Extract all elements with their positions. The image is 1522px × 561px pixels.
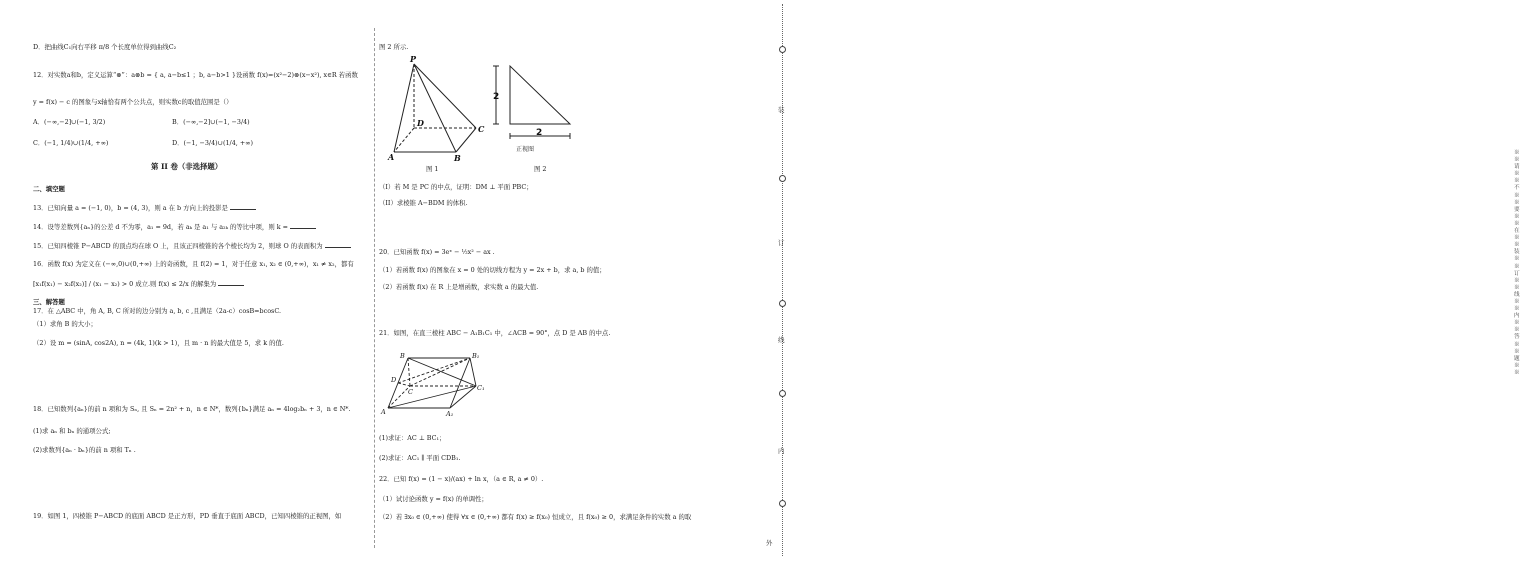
q22-part1: （1）试讨论函数 y = f(x) 的单调性； [379, 495, 488, 503]
q21-part2: (2)求证：AC₁ ∥ 平面 CDB₁. [379, 454, 461, 462]
q20-part1: （1）若函数 f(x) 的图象在 x = 0 处的切线方程为 y = 2x + b，求 a, b 的值； [379, 266, 606, 274]
edge-pa [394, 64, 414, 152]
triangle [510, 66, 570, 124]
seal-word-wai: 外 [766, 539, 773, 547]
q21-stem: 21．如图，在直三棱柱 ABC − A₁B₁C₁ 中，∠ACB = 90°，点 D 是 AB 的中点. [379, 329, 611, 337]
q18-part2: (2)求数列{aₙ · bₙ}的前 n 项和 Tₙ . [33, 446, 136, 454]
q19-part2: （II）求棱锥 A−BDM 的体积. [379, 199, 468, 207]
q12-stem: 12．对实数a和b，定义运算“⊗”：a⊗b = { a, a−b≤1 ；b, a−b>1 }设函数 f(x)=(x²−2)⊗(x−x²), x∈R 若函数 [33, 71, 358, 79]
q14: 14．设等差数列{aₙ}的公差 d 不为零，a₁ = 9d，若 aₖ 是 a₁ 与 a₂ₖ 的等比中项，则 k = [33, 222, 316, 231]
q12-option-d: D．(−1, −3/4)∪(1/4, +∞) [172, 139, 253, 147]
q17-part1: （1）求角 B 的大小； [33, 320, 97, 328]
no-answer-notice: ※※请※※不※※要※※在※※装※※订※※线※※内※※答※※题※※ [1514, 150, 1520, 376]
prism-label-c: C [408, 388, 413, 396]
seal-circle-1 [779, 46, 786, 53]
prism-label-d: D [391, 376, 397, 384]
figure2-caption: 图 2 [534, 165, 547, 173]
prism-label-b1: B₁ [472, 352, 480, 360]
q15: 15．已知四棱锥 P−ABCD 的顶点均在球 O 上，且该正四棱锥的各个棱长均为 2，则球 O 的表面积为 [33, 241, 351, 250]
edge-bc [456, 128, 476, 152]
prism-label-b: B [400, 352, 405, 360]
seal-word-zhuang: 装 [778, 106, 785, 114]
label-c: C [478, 124, 485, 134]
seal-circle-2 [779, 175, 786, 182]
prism-label-a: A [381, 408, 386, 416]
q20-stem: 20．已知函数 f(x) = 3eˣ − ½x² − ax . [379, 248, 495, 256]
q12-option-c: C．(−1, 1/4)∪(1/4, +∞) [33, 139, 109, 147]
front-view-label: 正视图 [516, 146, 535, 153]
q16-stem-cont: [x₁f(x₁) − x₂f(x₂)] / (x₁ − x₂) > 0 成立.则 f(x) ≤ 2/x 的解集为 [33, 279, 244, 288]
q18-part1: (1)求 aₙ 和 bₙ 的通项公式; [33, 427, 111, 435]
q12-stem-cont: y = f(x) − c 的图象与x轴恰有两个公共点，则实数c的取值范围是（） [33, 98, 233, 106]
q19-part1: （I）若 M 是 PC 的中点，证明：DM ⊥ 平面 PBC； [379, 183, 533, 191]
seal-word-xian: 线 [778, 336, 785, 344]
figure1-caption: 图 1 [426, 165, 439, 173]
q18-stem: 18．已知数列{aₙ}的前 n 项和为 Sₙ, 且 Sₙ = 2n² + n，n ∈ N*，数列{bₙ}满足 aₙ = 4log₂bₙ + 3，n ∈ N*. [33, 405, 351, 413]
q21-part1: (1)求证：AC ⊥ BC₁； [379, 434, 446, 442]
dim-label-height: 2 [493, 92, 500, 102]
pyramid-figure [386, 54, 486, 163]
q22-part2: （2）若 ∃x₀ ∈ (0,+∞) 使得 ∀x ∈ (0,+∞) 都有 f(x) ≥ f(x₀) 恒成立，且 f(x₀) ≥ 0，求满足条件的实数 a 的取 [379, 513, 692, 521]
dim-label-width: 2 [536, 128, 543, 138]
prism-label-c1: C₁ [477, 384, 485, 392]
seal-circle-3 [779, 300, 786, 307]
fig-intro: 图 2 所示. [379, 43, 409, 51]
q17-stem: 17．在 △ABC 中，角 A, B, C 所对的边分别为 a, b, c ,且满足（2a-c）cosB=bcosC. [33, 307, 282, 315]
seal-word-ding: 订 [778, 239, 785, 247]
part-two-title: 第 II 卷（非选择题） [151, 162, 223, 171]
column-divider [374, 28, 375, 548]
section-fill-blank: 二、填空题 [33, 185, 65, 193]
q13: 13．已知向量 a = (−1, 0)，b = (4, 3)，则 a 在 b 方向上的投影是 [33, 203, 256, 212]
q12-option-a: A．(−∞,−2]∪(−1, 3/2) [33, 118, 106, 126]
front-view-figure [486, 60, 586, 160]
label-p: P [410, 54, 417, 64]
seal-word-nei: 内 [778, 447, 785, 455]
label-d: D [417, 118, 424, 128]
edge-pb [414, 64, 456, 152]
binding-margin [752, 0, 1520, 561]
seal-circle-4 [779, 390, 786, 397]
q12-option-b: B．(−∞,−2]∪(−1, −3/4) [172, 118, 250, 126]
prism-label-a1: A₁ [446, 410, 454, 418]
label-a: A [388, 152, 395, 162]
q17-part2: （2）设 m = (sinA, cos2A), n = (4k, 1)(k > 1)，且 m · n 的最大值是 5，求 k 的值. [33, 339, 284, 347]
q22-stem: 22．已知 f(x) = (1 − x)/(ax) + ln x，（a ∈ R, a ≠ 0）. [379, 475, 544, 483]
binding-line [782, 4, 783, 556]
q19-stem: 19．如图 1，四棱锥 P−ABCD 的底面 ABCD 是正方形，PD 垂直于底面 ABCD，已知四棱锥的正视图，如 [33, 512, 342, 520]
q16-stem: 16．函数 f(x) 为定义在 (−∞,0)∪(0,+∞) 上的奇函数，且 f(2) = 1，对于任意 x₁, x₂ ∈ (0,+∞)，x₁ ≠ x₂，都有 [33, 260, 354, 268]
q11-option-d: D．把曲线C₁向右平移 π/8 个长度单位得到曲线C₂ [33, 43, 177, 51]
seal-circle-5 [779, 500, 786, 507]
label-b: B [454, 153, 461, 163]
section-answers: 三、解答题 [33, 298, 65, 306]
prism-figure [380, 350, 490, 420]
q20-part2: （2）若函数 f(x) 在 R 上是增函数，求实数 a 的最大值. [379, 283, 539, 291]
